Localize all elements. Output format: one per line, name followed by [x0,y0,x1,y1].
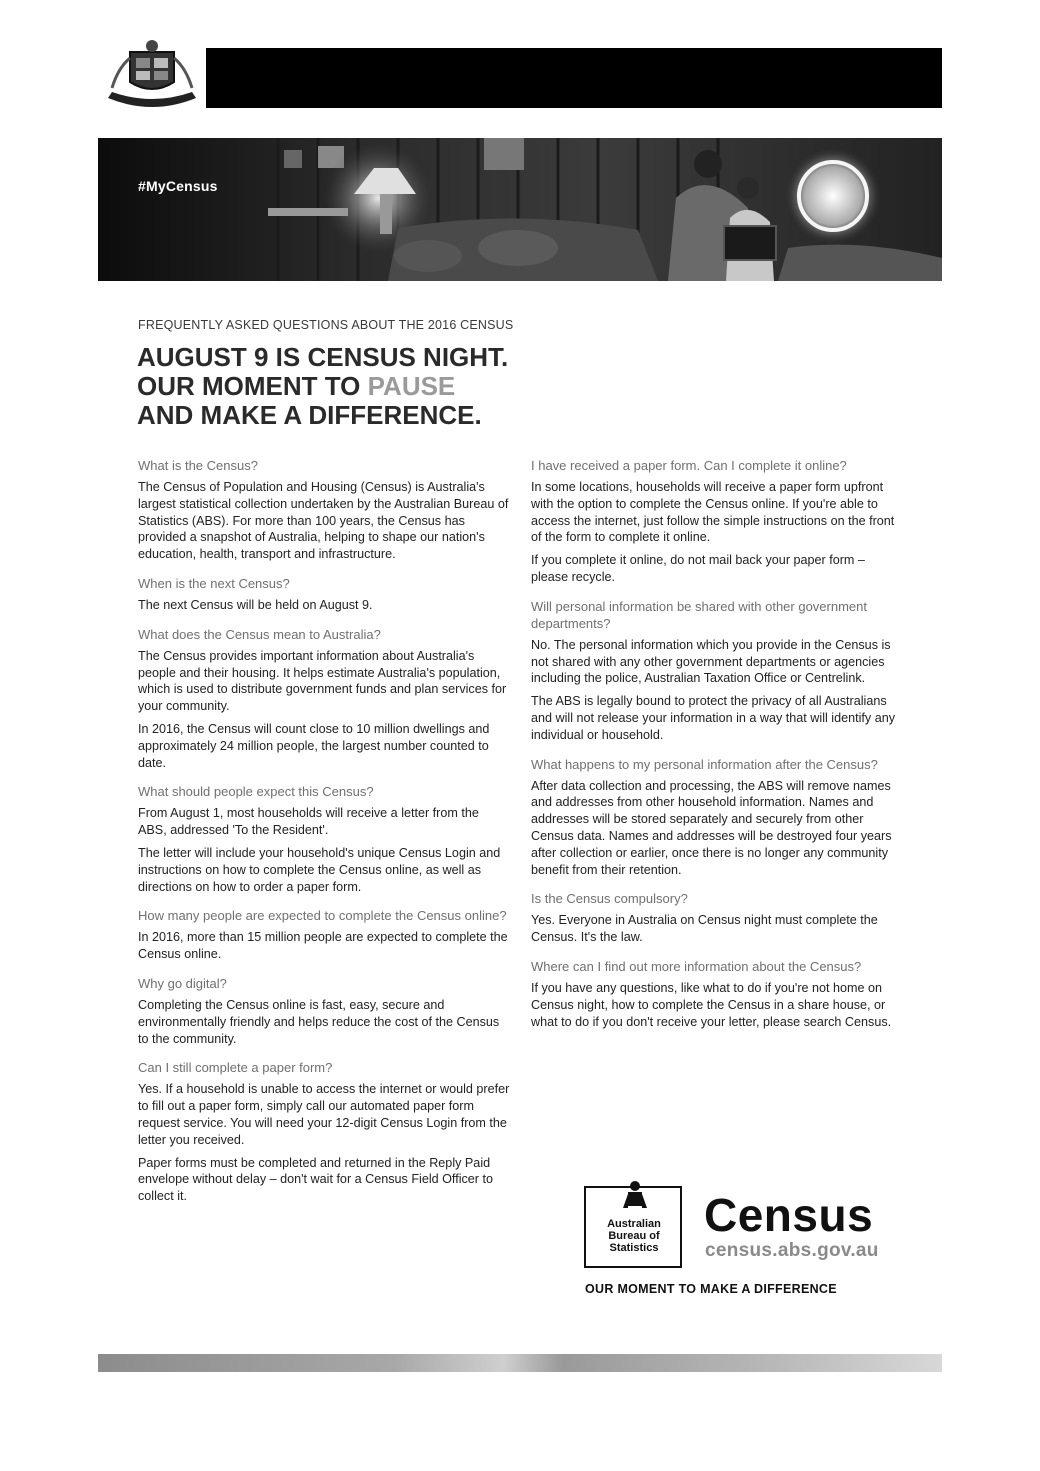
headline-highlight: PAUSE [367,371,456,401]
faq-answer: If you have any questions, like what to do if you're not home on Census night, how to complete the Census in a share house, or what to do if you don't receive your letter, please search Census. [531,980,892,1029]
abs-line-3: Statistics [609,1242,659,1254]
footer-gradient-bar [98,1354,942,1372]
census-wordmark: Census [704,1189,874,1241]
faq-column-right [531,457,903,1042]
faq-answer: In 2016, more than 15 million people are expected to complete the Census online. [138,930,508,962]
headline-line-1: AUGUST 9 IS CENSUS NIGHT. [137,342,509,372]
faq-column-left [138,457,510,1217]
faq-answer: The next Census will be held on August 9. [138,597,373,612]
faq-answer: From August 1, most households will receive a letter from the ABS, addressed 'To the Resident'. [138,806,479,838]
abs-line-1: Australian [607,1218,661,1230]
faq-question: Where can I find out more information about the Census? [531,958,862,974]
faq-answer: In 2016, the Census will count close to 10 million dwellings and approximately 24 million people, the largest number counted to date. [138,721,490,770]
faq-answer: No. The personal information which you provide in the Census is not shared with any other government departments or agencies including the police, Australian Taxation Office or Centrelink. [531,637,891,686]
faq-answer: Paper forms must be completed and returned in the Reply Paid envelope without delay – don't wait for a Census Field Officer to collect it. [138,1155,493,1204]
faq-answer: Completing the Census online is fast, easy, secure and environmentally friendly and helps reduce the cost of the Census to the community. [138,997,500,1046]
living-room-photo [98,138,942,281]
headline-line-2 [137,372,697,401]
faq-answer: If you complete it online, do not mail back your paper form – please recycle. [531,553,865,584]
coat-of-arms-icon [620,1180,650,1210]
faq-answer: The letter will include your household's unique Census Login and instructions on how to complete the Census online, as well as directions on how to order a paper form. [138,845,501,894]
faq-answer: Yes. Everyone in Australia on Census night must complete the Census. It's the law. [531,913,878,945]
faq-question: Is the Census compulsory? [531,891,688,907]
page-headline [137,343,697,430]
faq-question: Will personal information be shared with other government departments? [531,598,868,631]
census-logo [584,1176,914,1301]
abs-line-2: Bureau of [608,1230,660,1242]
faq-question: How many people are expected to complete the Census online? [138,908,507,924]
faq-question: When is the next Census? [138,575,290,591]
faq-question: What happens to my personal information after the Census? [531,756,878,772]
faq-answer: In some locations, households will receive a paper form upfront with the option to complete the Census online. If you're able to access the internet, just follow the simple instructions on the front of the form to complete it online. [531,480,895,545]
census-tagline: OUR MOMENT TO MAKE A DIFFERENCE [585,1282,837,1296]
faq-answer: The Census of Population and Housing (Census) is Australia's largest statistical collection undertaken by the Australian Bureau of Statistics (ABS). For more than 100 years, the Census has provided a snapshot of Australia, helping to shape our nation's education, health, transport and infrastructure. [138,480,509,562]
abs-logo-box [584,1186,682,1268]
faq-answer: The Census provides important information about Australia's people and their housing. It helps estimate Australia's population, which is used to distribute government funds and plan services for your community. [138,648,507,714]
faq-question: I have received a paper form. Can I complete it online? [531,458,847,473]
headline-line-2-prefix: OUR MOMENT TO [137,371,368,401]
faq-question: What does the Census mean to Australia? [138,626,381,642]
faq-question: Why go digital? [138,975,227,991]
faq-question: Can I still complete a paper form? [138,1060,333,1076]
hero-banner [98,138,942,281]
faq-question: What is the Census? [138,458,258,473]
council-crest-icon [100,38,204,110]
headline-line-3: AND MAKE A DIFFERENCE. [137,400,482,430]
faq-answer: Yes. If a household is unable to access the internet or would prefer to fill out a paper form, simply call our automated paper form request service. You will need your 12-digit Census Login from the letter you received. [138,1082,510,1147]
census-url: census.abs.gov.au [705,1240,879,1261]
faq-question: What should people expect this Census? [138,784,374,800]
header-black-bar [206,48,942,108]
abs-wordmark [590,1218,678,1254]
faq-kicker: FREQUENTLY ASKED QUESTIONS ABOUT THE 2016 CENSUS [138,318,514,332]
banner-hashtag: #MyCensus [138,178,218,194]
faq-answer: The ABS is legally bound to protect the privacy of all Australians and will not release your information in a way that will identify any individual or household. [531,694,896,742]
faq-answer: After data collection and processing, the ABS will remove names and addresses from other household information. Names and addresses will be stored separately and securely from other Census data. Names and addresses will be destroyed four years after collection or earlier, once there is no longer any community benefit from their retention. [531,778,892,877]
